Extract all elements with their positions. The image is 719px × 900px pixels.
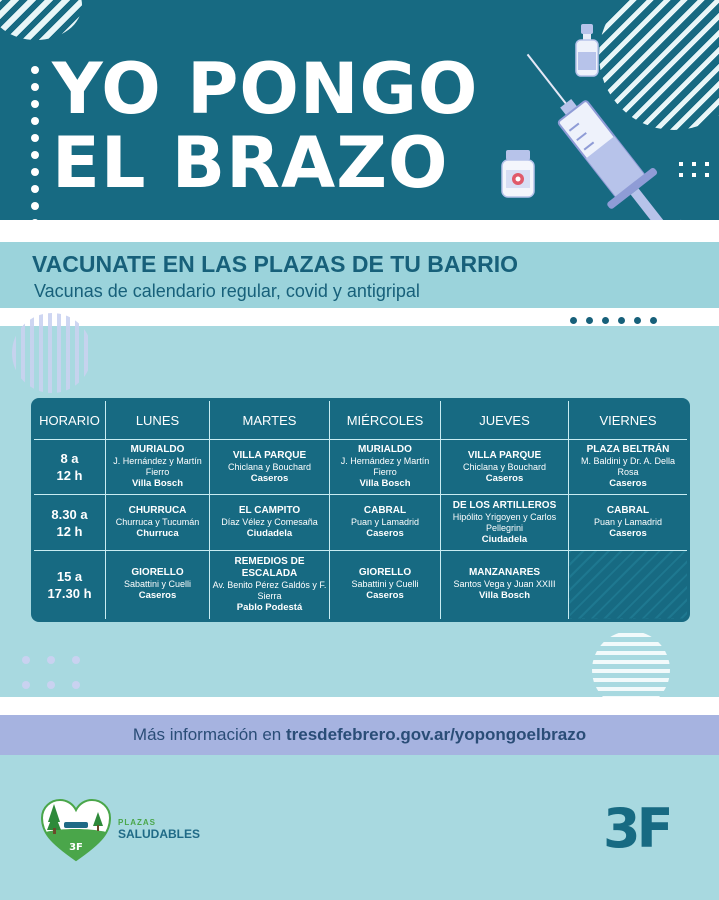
dot-row-decoration (570, 311, 666, 329)
location-cell (106, 440, 210, 495)
plaza-address: J. Hernández y Martín Fierro (113, 456, 202, 478)
table-row (33, 495, 689, 550)
plaza-name: VILLA PARQUE (232, 449, 307, 461)
plaza-locality: Villa Bosch (359, 478, 411, 490)
plaza-name: EL CAMPITO (238, 505, 301, 517)
location-cell (441, 440, 569, 495)
more-info-text: Más información en (132, 725, 286, 744)
more-info-banner (0, 715, 719, 755)
header-martes: MARTES (210, 400, 330, 440)
location-cell (330, 550, 441, 620)
plaza-name: MURIALDO (358, 444, 412, 456)
plaza-name: MURIALDO (130, 444, 185, 456)
plaza-locality: Pablo Podestá (236, 601, 303, 613)
time-slot: 8 a 12 h (33, 440, 106, 495)
divider-band (0, 697, 719, 715)
dot-grid-decoration (679, 162, 709, 177)
plaza-name: MANZANARES (468, 567, 541, 579)
svg-text:3F: 3F (69, 842, 83, 853)
plaza-name: DE LOS ARTILLEROS (452, 499, 557, 511)
logo-text-plazas: PLAZAS (118, 818, 156, 827)
plaza-address: Puan y Lamadrid (350, 517, 420, 528)
time-slot: 8.30 a 12 h (33, 495, 106, 550)
empty-cell (569, 550, 689, 620)
title-line-2: EL BRAZO (52, 122, 449, 204)
location-cell (210, 550, 330, 620)
plaza-locality: Ciudadela (246, 528, 293, 540)
location-cell (330, 495, 441, 550)
plaza-locality: Villa Bosch (478, 590, 531, 602)
plaza-locality: Caseros (138, 590, 177, 602)
plaza-address: Santos Vega y Juan XXIII (453, 579, 556, 590)
plaza-name: CABRAL (606, 505, 650, 517)
info-link[interactable]: tresdefebrero.gov.ar/yopongoelbrazo (286, 725, 587, 744)
time-slot: 15 a 17.30 h (33, 550, 106, 620)
header-horario: HORARIO (33, 400, 106, 440)
plaza-name: GIORELLO (131, 567, 184, 579)
table-row (33, 550, 689, 620)
plaza-address: Av. Benito Pérez Galdós y F. Sierra (212, 579, 327, 601)
plaza-address: J. Hernández y Martín Fierro (340, 456, 430, 478)
subheader-subtitle: Vacunas de calendario regular, covid y antigripal (34, 281, 420, 301)
plaza-locality: Ciudadela (481, 533, 528, 545)
table-row (33, 440, 689, 495)
schedule-header-row (33, 400, 689, 440)
heart-logo-icon (40, 798, 112, 862)
plaza-name: PLAZA BELTRÁN (586, 444, 670, 456)
location-cell (210, 440, 330, 495)
plaza-locality: Villa Bosch (131, 478, 184, 490)
page-title (52, 48, 479, 204)
location-cell (106, 550, 210, 620)
plaza-name: REMEDIOS DE ESCALADA (234, 555, 305, 579)
plaza-name: CHURRUCA (128, 505, 187, 517)
divider-band (0, 220, 719, 242)
plaza-address: Chiclana y Bouchard (462, 461, 547, 472)
location-cell (210, 495, 330, 550)
location-cell (569, 440, 689, 495)
plaza-locality: Caseros (485, 472, 524, 484)
plaza-address: Díaz Vélez y Comesaña (221, 517, 318, 528)
header-miercoles: MIÉRCOLES (330, 400, 441, 440)
plaza-locality: Caseros (250, 472, 289, 484)
subheader-title: VACUNATE EN LAS PLAZAS DE TU BARRIO (32, 251, 518, 277)
location-cell (106, 495, 210, 550)
logo-text-saludables: SALUDABLES (118, 827, 201, 841)
location-cell (441, 495, 569, 550)
plaza-locality: Caseros (366, 528, 404, 540)
plaza-locality: Caseros (366, 590, 404, 602)
striped-circle-decoration (12, 313, 92, 393)
plazas-saludables-logo (40, 798, 230, 860)
plaza-address: Sabattini y Cuelli (123, 579, 192, 590)
plaza-name: VILLA PARQUE (467, 449, 542, 461)
location-cell (441, 550, 569, 620)
header-jueves: JUEVES (441, 400, 569, 440)
plaza-name: GIORELLO (358, 567, 412, 579)
schedule-table (31, 398, 690, 622)
plaza-locality: Caseros (609, 478, 647, 490)
plaza-locality: Churruca (136, 528, 179, 540)
plaza-address: M. Baldini y Dr. A. Della Rosa (580, 456, 676, 478)
plaza-address: Churruca y Tucumán (115, 517, 200, 528)
plaza-name: CABRAL (363, 505, 407, 517)
header-lunes: LUNES (106, 400, 210, 440)
plaza-address: Puan y Lamadrid (593, 517, 663, 528)
location-cell (569, 495, 689, 550)
tres-de-febrero-logo: 3F (603, 797, 670, 860)
plaza-address: Sabattini y Cuelli (351, 579, 419, 590)
title-line-1: YO PONGO (52, 48, 479, 130)
plaza-locality: Caseros (609, 528, 647, 540)
location-cell (330, 440, 441, 495)
plaza-address: Chiclana y Bouchard (227, 461, 312, 472)
plaza-address: Hipólito Yrigoyen y Carlos Pellegrini (452, 511, 557, 533)
header-viernes: VIERNES (569, 400, 689, 440)
